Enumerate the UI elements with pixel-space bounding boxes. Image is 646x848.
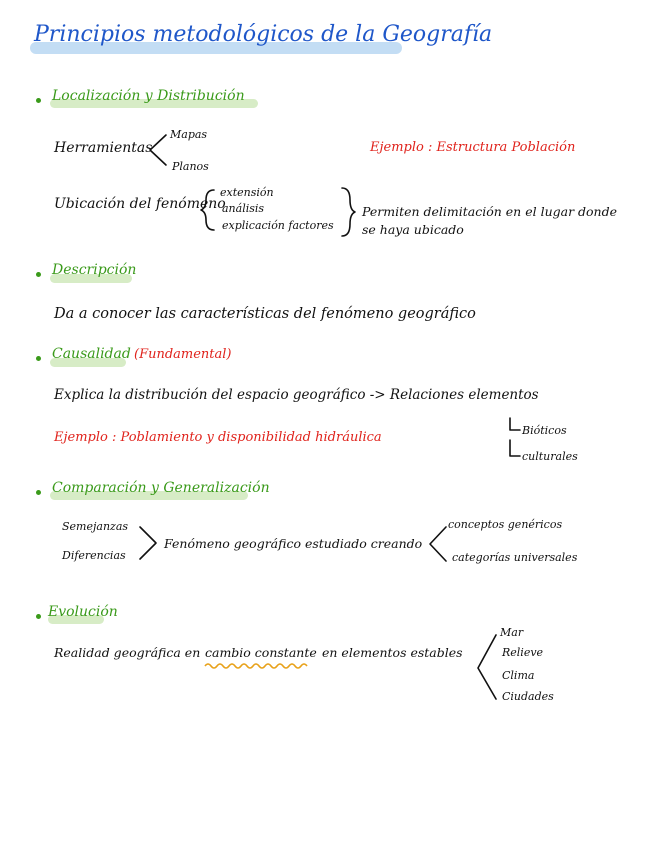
mar-item: Mar (500, 626, 524, 639)
bullet-icon (36, 614, 41, 619)
section-heading-localizacion: Localización y Distribución (52, 88, 245, 104)
clima-item: Clima (502, 669, 535, 682)
conceptos-item: conceptos genéricos (448, 518, 563, 531)
wavy-underline (204, 662, 312, 670)
bullet-icon (36, 490, 41, 495)
mapas-item: Mapas (170, 128, 208, 141)
section-heading-evolucion: Evolución (48, 604, 118, 620)
evolucion-text-b: cambio constante (205, 645, 317, 660)
left-angle-brace (146, 132, 168, 168)
ubicacion-label: Ubicación del fenómeno (54, 196, 226, 212)
analisis-item: análisis (222, 202, 265, 215)
section-heading-causalidad: Causalidad (52, 346, 131, 362)
descripcion-text: Da a conocer las características del fenómeno geográfico (54, 306, 476, 322)
page-title: Principios metodológicos de la Geografía (34, 22, 493, 47)
bioticos-item: Bióticos (522, 424, 567, 437)
bullet-icon (36, 98, 41, 103)
right-angle-brace (138, 524, 160, 562)
semejanzas-item: Semejanzas (62, 520, 129, 533)
example-text: Ejemplo : Estructura Población (370, 140, 576, 155)
section-heading-descripcion: Descripción (52, 262, 137, 278)
left-angle-brace (474, 632, 498, 702)
left-curly-brace (200, 188, 216, 232)
bullet-icon (36, 356, 41, 361)
causalidad-text: Explica la distribución del espacio geográfico -> Relaciones elementos (54, 387, 539, 403)
section-heading-comparacion: Comparación y Generalización (52, 480, 270, 496)
diferencias-item: Diferencias (62, 549, 126, 562)
permiten-line-1: Permiten delimitación en el lugar donde (362, 204, 618, 219)
branch-line (508, 418, 522, 462)
planos-item: Planos (172, 160, 209, 173)
explicacion-item: explicación factores (222, 219, 334, 232)
relieve-item: Relieve (502, 646, 544, 659)
herramientas-label: Herramientas (54, 140, 153, 156)
causalidad-note: (Fundamental) (134, 347, 232, 362)
permiten-line-2: se haya ubicado (362, 222, 464, 237)
right-curly-brace (340, 186, 356, 238)
culturales-item: culturales (522, 450, 578, 463)
extension-item: extensión (220, 186, 274, 199)
evolucion-text-c: en elementos estables (322, 645, 463, 660)
causalidad-example: Ejemplo : Poblamiento y disponibilidad hidráulica (54, 430, 382, 445)
ciudades-item: Ciudades (502, 690, 554, 703)
categorias-item: categorías universales (452, 551, 578, 564)
evolucion-text-a: Realidad geográfica en (54, 645, 201, 660)
fenomeno-text: Fenómeno geográfico estudiado creando (164, 536, 423, 551)
bullet-icon (36, 272, 41, 277)
left-angle-brace (426, 524, 448, 564)
